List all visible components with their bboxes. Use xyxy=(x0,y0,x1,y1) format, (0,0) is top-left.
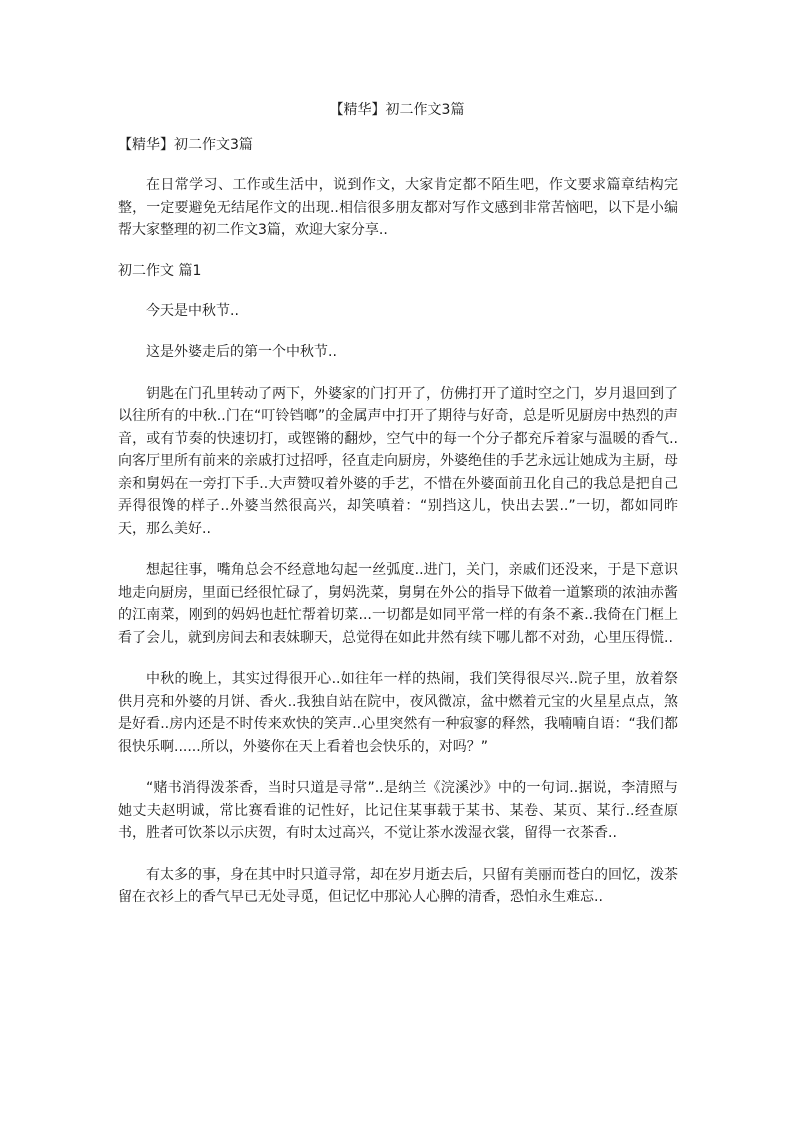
body-paragraph: 想起往事，嘴角总会不经意地勾起一丝弧度..进门，关门，亲戚们还没来，于是下意识地走向厨房，里面已经很忙碌了，舅妈洗菜，舅舅在外公的指导下做着一道繁琐的浓油赤酱的江南菜，刚到的妈妈也赶忙帮着切菜...一切都是如同平常一样的有条不紊..我倚在门框上看了会儿，就到房间去和表妹聊天，总觉得在如此井然有续下哪儿都不对劲，心里压得慌.. xyxy=(118,562,678,646)
body-paragraph: 中秋的晚上，其实过得很开心..如往年一样的热闹，我们笑得很尽兴..院子里，放着祭供月亮和外婆的月饼、香火..我独自站在院中，夜风微凉，盆中燃着元宝的火星星点点，煞是好看..房内还是不时传来欢快的笑声..心里突然有一种寂寥的释然，我喃喃自语：“我们都很快乐啊......所以，外婆你在天上看着也会快乐的，对吗？” xyxy=(118,671,678,755)
body-paragraph: 钥匙在门孔里转动了两下，外婆家的门打开了，仿佛打开了道时空之门，岁月退回到了以往所有的中秋..门在“叮铃铛啷”的金属声中打开了期待与好奇，总是听见厨房中热烈的声音，或有节奏的快速切打，或铿锵的翻炒，空气中的每一个分子都充斥着家与温暖的香气..向客厅里所有前来的亲戚打过招呼，径直走向厨房，外婆绝佳的手艺永远让她成为主厨，母亲和舅妈在一旁打下手..大声赞叹着外婆的手艺，不惜在外婆面前丑化自己的我总是把自己弄得很馋的样子..外婆当然很高兴，却笑嗔着：“别挡这儿，快出去罢..”一切，都如同昨天，那么美好.. xyxy=(118,385,678,537)
body-paragraph: “赌书消得泼茶香，当时只道是寻常”..是纳兰《浣溪沙》中的一句词..据说，李清照与她丈夫赵明诚，常比赛看谁的记性好，比记住某事载于某书、某卷、某页、某行..经查原书，胜者可饮茶以示庆贺，有时太过高兴，不觉让茶水泼湿衣裳，留得一衣茶香.. xyxy=(118,780,678,841)
document-subtitle: 【精华】初二作文3篇 xyxy=(118,137,253,153)
section-heading: 初二作文 篇1 xyxy=(118,262,202,279)
document-body xyxy=(118,135,678,928)
body-paragraph: 这是外婆走后的第一个中秋节.. xyxy=(146,344,337,360)
body-paragraph: 今天是中秋节.. xyxy=(146,302,239,319)
intro-paragraph: 在日常学习、工作或生活中，说到作文，大家肯定都不陌生吧，作文要求篇章结构完整，一定要避免无结尾作文的出现..相信很多朋友都对写作文感到非常苦恼吧，以下是小编帮大家整理的初二作文3篇，欢迎大家分享.. xyxy=(118,177,678,238)
document-title: 【精华】初二作文3篇 xyxy=(329,102,465,118)
body-paragraph: 有太多的事，身在其中时只道寻常，却在岁月逝去后，只留有美丽而苍白的回忆，泼茶留在衣衫上的香气早已无处寻觅，但记忆中那沁人心脾的清香，恐怕永生难忘.. xyxy=(118,866,678,905)
